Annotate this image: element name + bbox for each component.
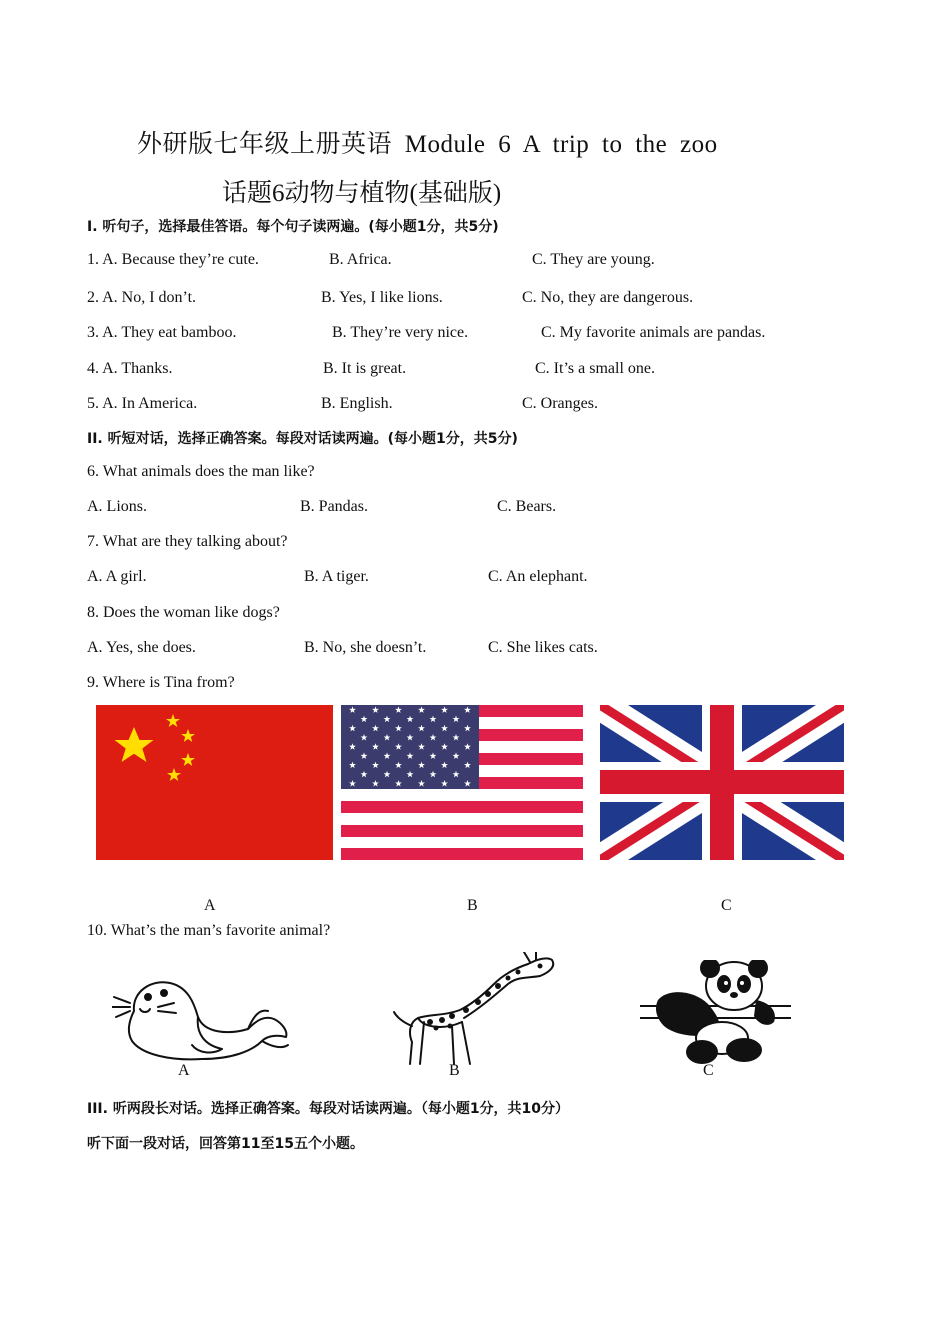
q2-option-b: B. Yes, I like lions.	[321, 289, 443, 306]
q10-label-a: A	[178, 1062, 190, 1079]
q2-option-a: 2. A. No, I don’t.	[87, 289, 197, 306]
usa-flag-image	[341, 705, 583, 860]
q10-stem: 10. What’s the man’s favorite animal?	[87, 922, 331, 939]
q9-label-a: A	[204, 897, 216, 914]
q7-option-b: B. A tiger.	[304, 568, 369, 585]
seal-image	[112, 975, 292, 1067]
q9-label-c: C	[721, 897, 732, 914]
q5-option-a: 5. A. In America.	[87, 395, 198, 412]
q2-option-c: C. No, they are dangerous.	[522, 289, 694, 306]
uk-flag-image	[600, 705, 844, 860]
q3-option-c: C. My favorite animals are pandas.	[541, 324, 766, 341]
q9-label-b: B	[467, 897, 478, 914]
q7-stem: 7. What are they talking about?	[87, 533, 288, 550]
section-3-heading: III. 听两段长对话。选择正确答案。每段对话读两遍。（每小题1分，共10分）	[87, 1101, 570, 1117]
q1-option-c: C. They are young.	[532, 251, 655, 268]
q3-option-a: 3. A. They eat bamboo.	[87, 324, 237, 341]
giraffe-image	[390, 952, 560, 1067]
china-flag-image	[96, 705, 333, 860]
q8-stem: 8. Does the woman like dogs?	[87, 604, 280, 621]
q5-option-c: C. Oranges.	[522, 395, 598, 412]
q1-option-a: 1. A. Because they’re cute.	[87, 251, 259, 268]
q4-option-a: 4. A. Thanks.	[87, 360, 173, 377]
q8-option-a: A. Yes, she does.	[87, 639, 196, 656]
section-1-heading: I. 听句子，选择最佳答语。每个句子读两遍。(每小题1分，共5分)	[87, 219, 499, 235]
q9-stem: 9. Where is Tina from?	[87, 674, 235, 691]
q10-label-c: C	[703, 1062, 714, 1079]
panda-image	[638, 960, 793, 1068]
q8-option-c: C. She likes cats.	[488, 639, 598, 656]
q6-option-c: C. Bears.	[497, 498, 557, 515]
q10-label-b: B	[449, 1062, 460, 1079]
q4-option-b: B. It is great.	[323, 360, 407, 377]
q7-option-c: C. An elephant.	[488, 568, 588, 585]
q7-option-a: A. A girl.	[87, 568, 147, 585]
q6-stem: 6. What animals does the man like?	[87, 463, 315, 480]
section-2-heading: II. 听短对话，选择正确答案。每段对话读两遍。(每小题1分，共5分)	[87, 431, 518, 447]
page-subtitle: 话题6动物与植物(基础版)	[222, 180, 502, 207]
q6-option-b: B. Pandas.	[300, 498, 368, 515]
q1-option-b: B. Africa.	[329, 251, 392, 268]
q5-option-b: B. English.	[321, 395, 393, 412]
q3-option-b: B. They’re very nice.	[332, 324, 469, 341]
section-3-subheading: 听下面一段对话，回答第11至15五个小题。	[87, 1136, 364, 1152]
q8-option-b: B. No, she doesn’t.	[304, 639, 427, 656]
q4-option-c: C. It’s a small one.	[535, 360, 655, 377]
q6-option-a: A. Lions.	[87, 498, 147, 515]
page-title: 外研版七年级上册英语 Module 6 A trip to the zoo	[137, 131, 718, 158]
